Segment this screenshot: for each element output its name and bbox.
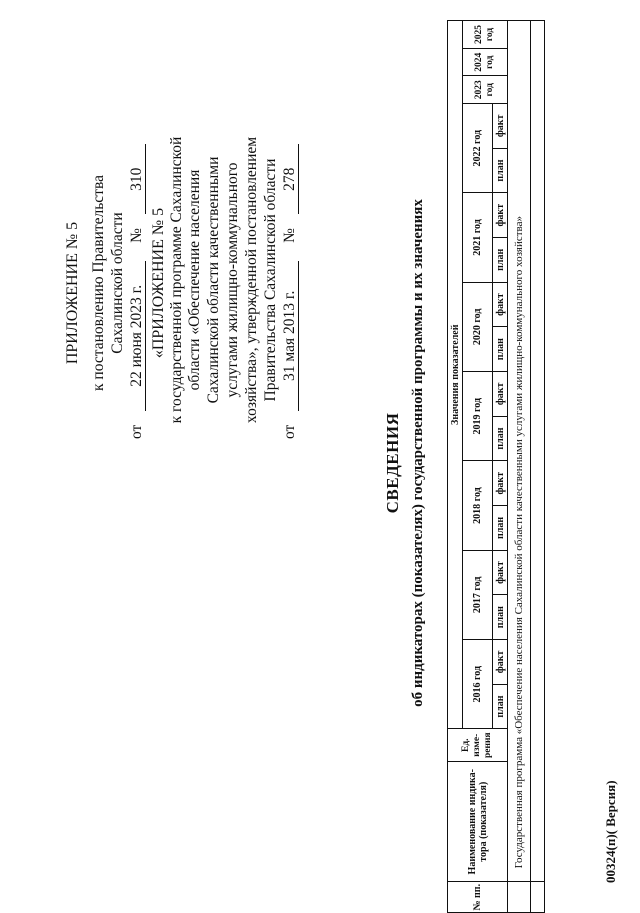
values-header: Значения показателей <box>448 21 463 729</box>
document-version-footer: 00324(п)( Версия) <box>603 780 618 883</box>
fact-header: факт <box>493 104 508 149</box>
year-2018-header: 2018 год <box>463 461 493 550</box>
empty-row <box>531 21 545 882</box>
quote-line-6: Правительства Сахалинской области <box>262 158 279 402</box>
appendix-date-line <box>128 144 146 439</box>
plan-header: план <box>493 148 508 193</box>
plan-header: план <box>493 327 508 372</box>
indicators-table <box>447 20 545 913</box>
quote-line-4: услугами жилищно-коммунального <box>224 162 241 398</box>
document-subtitle: об индикаторах (показателях) государственной программы и их значениях <box>410 199 426 707</box>
appendix-date: 22 июня 2023 г. <box>128 261 146 411</box>
year-2024-header: 2024 год <box>463 48 508 76</box>
program-row-num-cell <box>508 882 531 913</box>
appendix-title: ПРИЛОЖЕНИЕ № 5 <box>64 221 81 365</box>
quote-number: 278 <box>281 144 299 214</box>
year-2023-header: 2023 год <box>463 76 508 104</box>
year-2017-header: 2017 год <box>463 550 493 639</box>
year-2021-header: 2021 год <box>463 193 493 282</box>
quote-date: 31 мая 2013 г. <box>281 261 299 411</box>
appendix-num-label: № <box>128 228 145 243</box>
plan-header: план <box>493 238 508 283</box>
year-2025-header: 2025 год <box>463 21 508 49</box>
plan-header: план <box>493 595 508 640</box>
year-2022-header: 2022 год <box>463 104 493 193</box>
quote-title: «ПРИЛОЖЕНИЕ № 5 <box>150 207 167 359</box>
fact-header: факт <box>493 550 508 595</box>
quote-line-3: Сахалинской области качественными <box>205 156 222 404</box>
fact-header: факт <box>493 461 508 506</box>
year-2020-header: 2020 год <box>463 282 493 371</box>
fact-header: факт <box>493 193 508 238</box>
year-2019-header: 2019 год <box>463 372 493 461</box>
quote-line-5: хозяйства», утвержденной постановлением <box>243 136 260 424</box>
program-row: Государственная программа «Обеспечение населения Сахалинской области качественными услугами жилищно-коммунального хозяйства» <box>508 21 531 882</box>
year-2016-header: 2016 год <box>463 640 493 729</box>
quote-line-2: области «Обеспечение населения <box>186 169 203 391</box>
document-title: СВЕДЕНИЯ <box>383 412 402 514</box>
fact-header: факт <box>493 282 508 327</box>
plan-header: план <box>493 506 508 551</box>
plan-header: план <box>493 416 508 461</box>
appendix-line-2: Сахалинской области <box>109 212 126 354</box>
appendix-from-label: от <box>128 424 145 439</box>
empty-cell <box>531 882 545 913</box>
appendix-number: 310 <box>128 144 146 214</box>
quote-from-label: от <box>281 424 298 439</box>
quote-date-line <box>281 144 299 439</box>
quote-line-1: к государственной программе Сахалинской <box>168 136 185 424</box>
col-name-header: Наименование индика-тора (показателя) <box>448 762 508 882</box>
col-unit-header: Ед. изме-рения <box>448 729 508 762</box>
fact-header: факт <box>493 640 508 685</box>
fact-header: факт <box>493 372 508 417</box>
quote-num-label: № <box>281 228 298 243</box>
plan-header: план <box>493 684 508 729</box>
col-num-header: № пп. <box>448 882 508 913</box>
appendix-line-1: к постановлению Правительства <box>90 175 107 391</box>
